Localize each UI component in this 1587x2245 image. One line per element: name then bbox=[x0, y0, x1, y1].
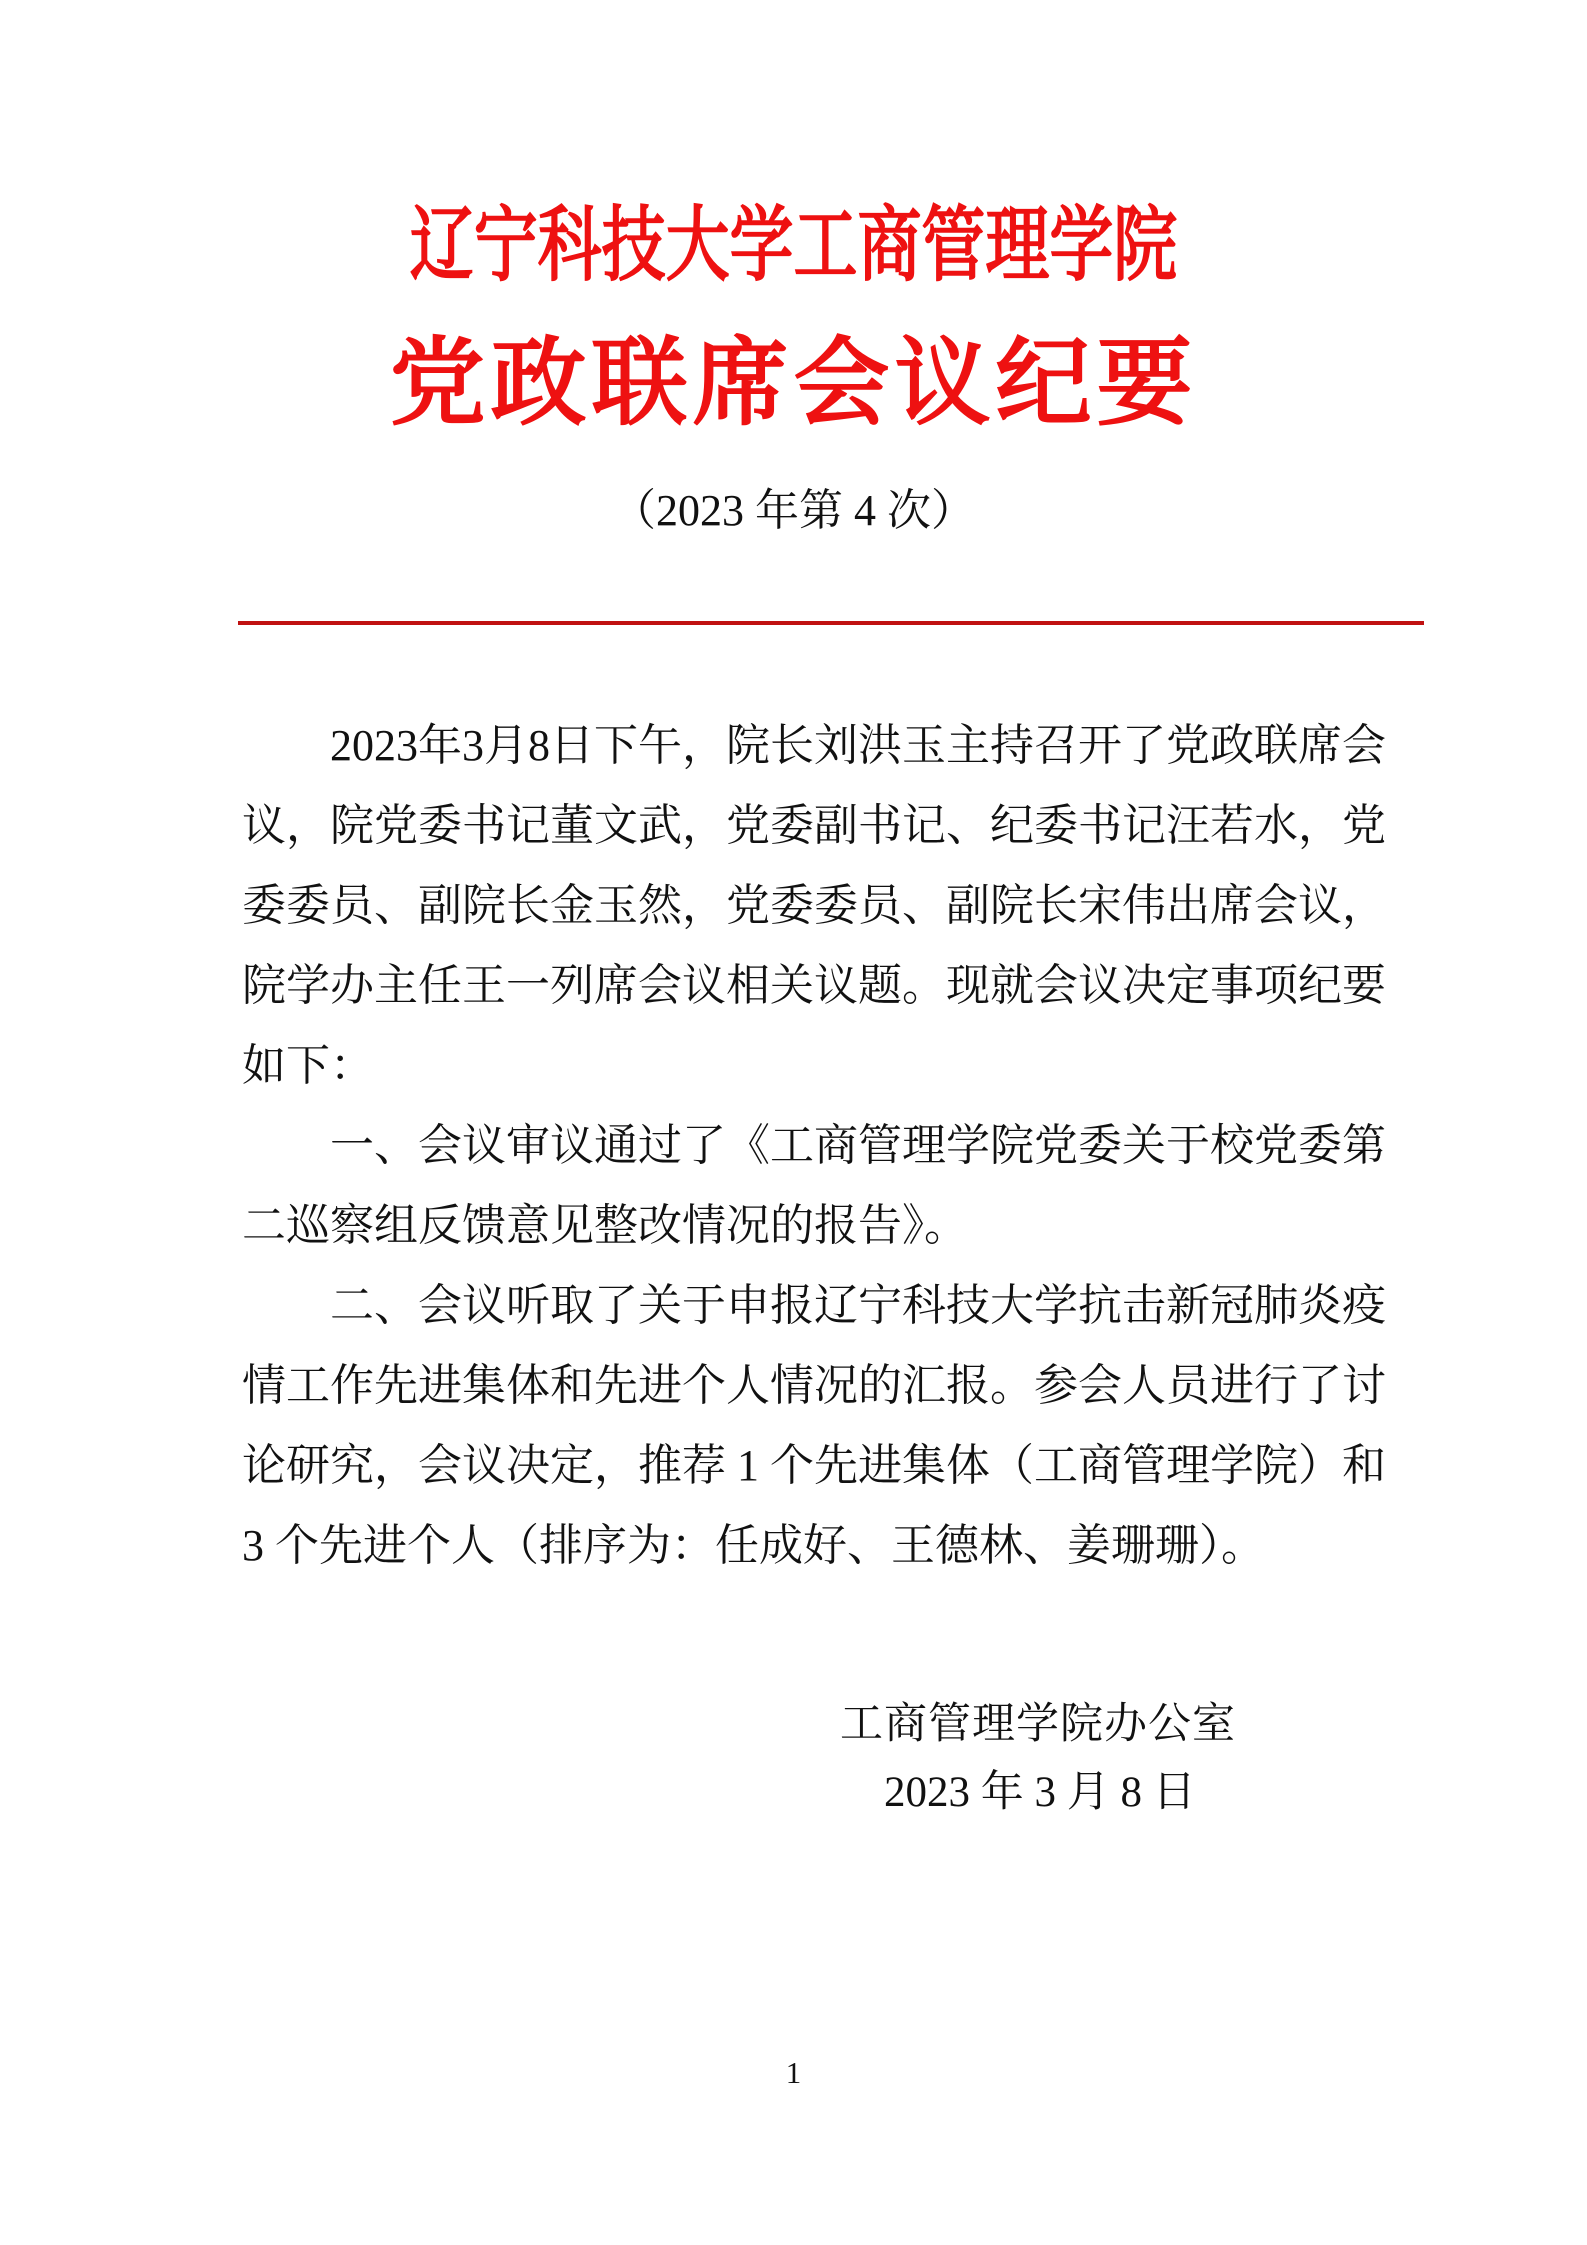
page-number: 1 bbox=[785, 2055, 802, 2090]
body-line: 一、会议审议通过了《工商管理学院党委关于校党委第 bbox=[330, 1121, 1386, 1170]
session-number: （2023 年第 4 次） bbox=[612, 486, 975, 535]
body-line: 议，院党委书记董文武，党委副书记、纪委书记汪若水，党 bbox=[242, 801, 1386, 850]
body-line: 委委员、副院长金玉然，党委委员、副院长宋伟出席会议， bbox=[242, 881, 1386, 930]
body-line: 院学办主任王一列席会议相关议题。现就会议决定事项纪要 bbox=[242, 961, 1386, 1010]
body-line: 二、会议听取了关于申报辽宁科技大学抗击新冠肺炎疫 bbox=[330, 1281, 1386, 1330]
body-line: 论研究，会议决定，推荐 1 个先进集体（工商管理学院）和 bbox=[242, 1441, 1386, 1490]
body-text-block bbox=[242, 706, 1427, 1586]
red-divider-rule bbox=[238, 621, 1424, 625]
signature-organization: 工商管理学院办公室 bbox=[840, 1701, 1236, 1748]
body-line: 二巡察组反馈意见整改情况的报告》。 bbox=[242, 1201, 968, 1250]
body-line: 情工作先进集体和先进个人情况的汇报。参会人员进行了讨 bbox=[242, 1361, 1386, 1410]
organization-title: 辽宁科技大学工商管理学院 bbox=[409, 200, 1178, 291]
body-line: 2023年3月8日下午，院长刘洪玉主持召开了党政联席会 bbox=[330, 721, 1386, 770]
body-line: 3 个先进个人（排序为：任成好、王德林、姜珊珊）。 bbox=[242, 1521, 1265, 1570]
document-title: 党政联席会议纪要 bbox=[389, 330, 1198, 437]
body-line: 如下： bbox=[242, 1041, 374, 1090]
signature-date: 2023 年 3 月 8 日 bbox=[884, 1769, 1196, 1816]
